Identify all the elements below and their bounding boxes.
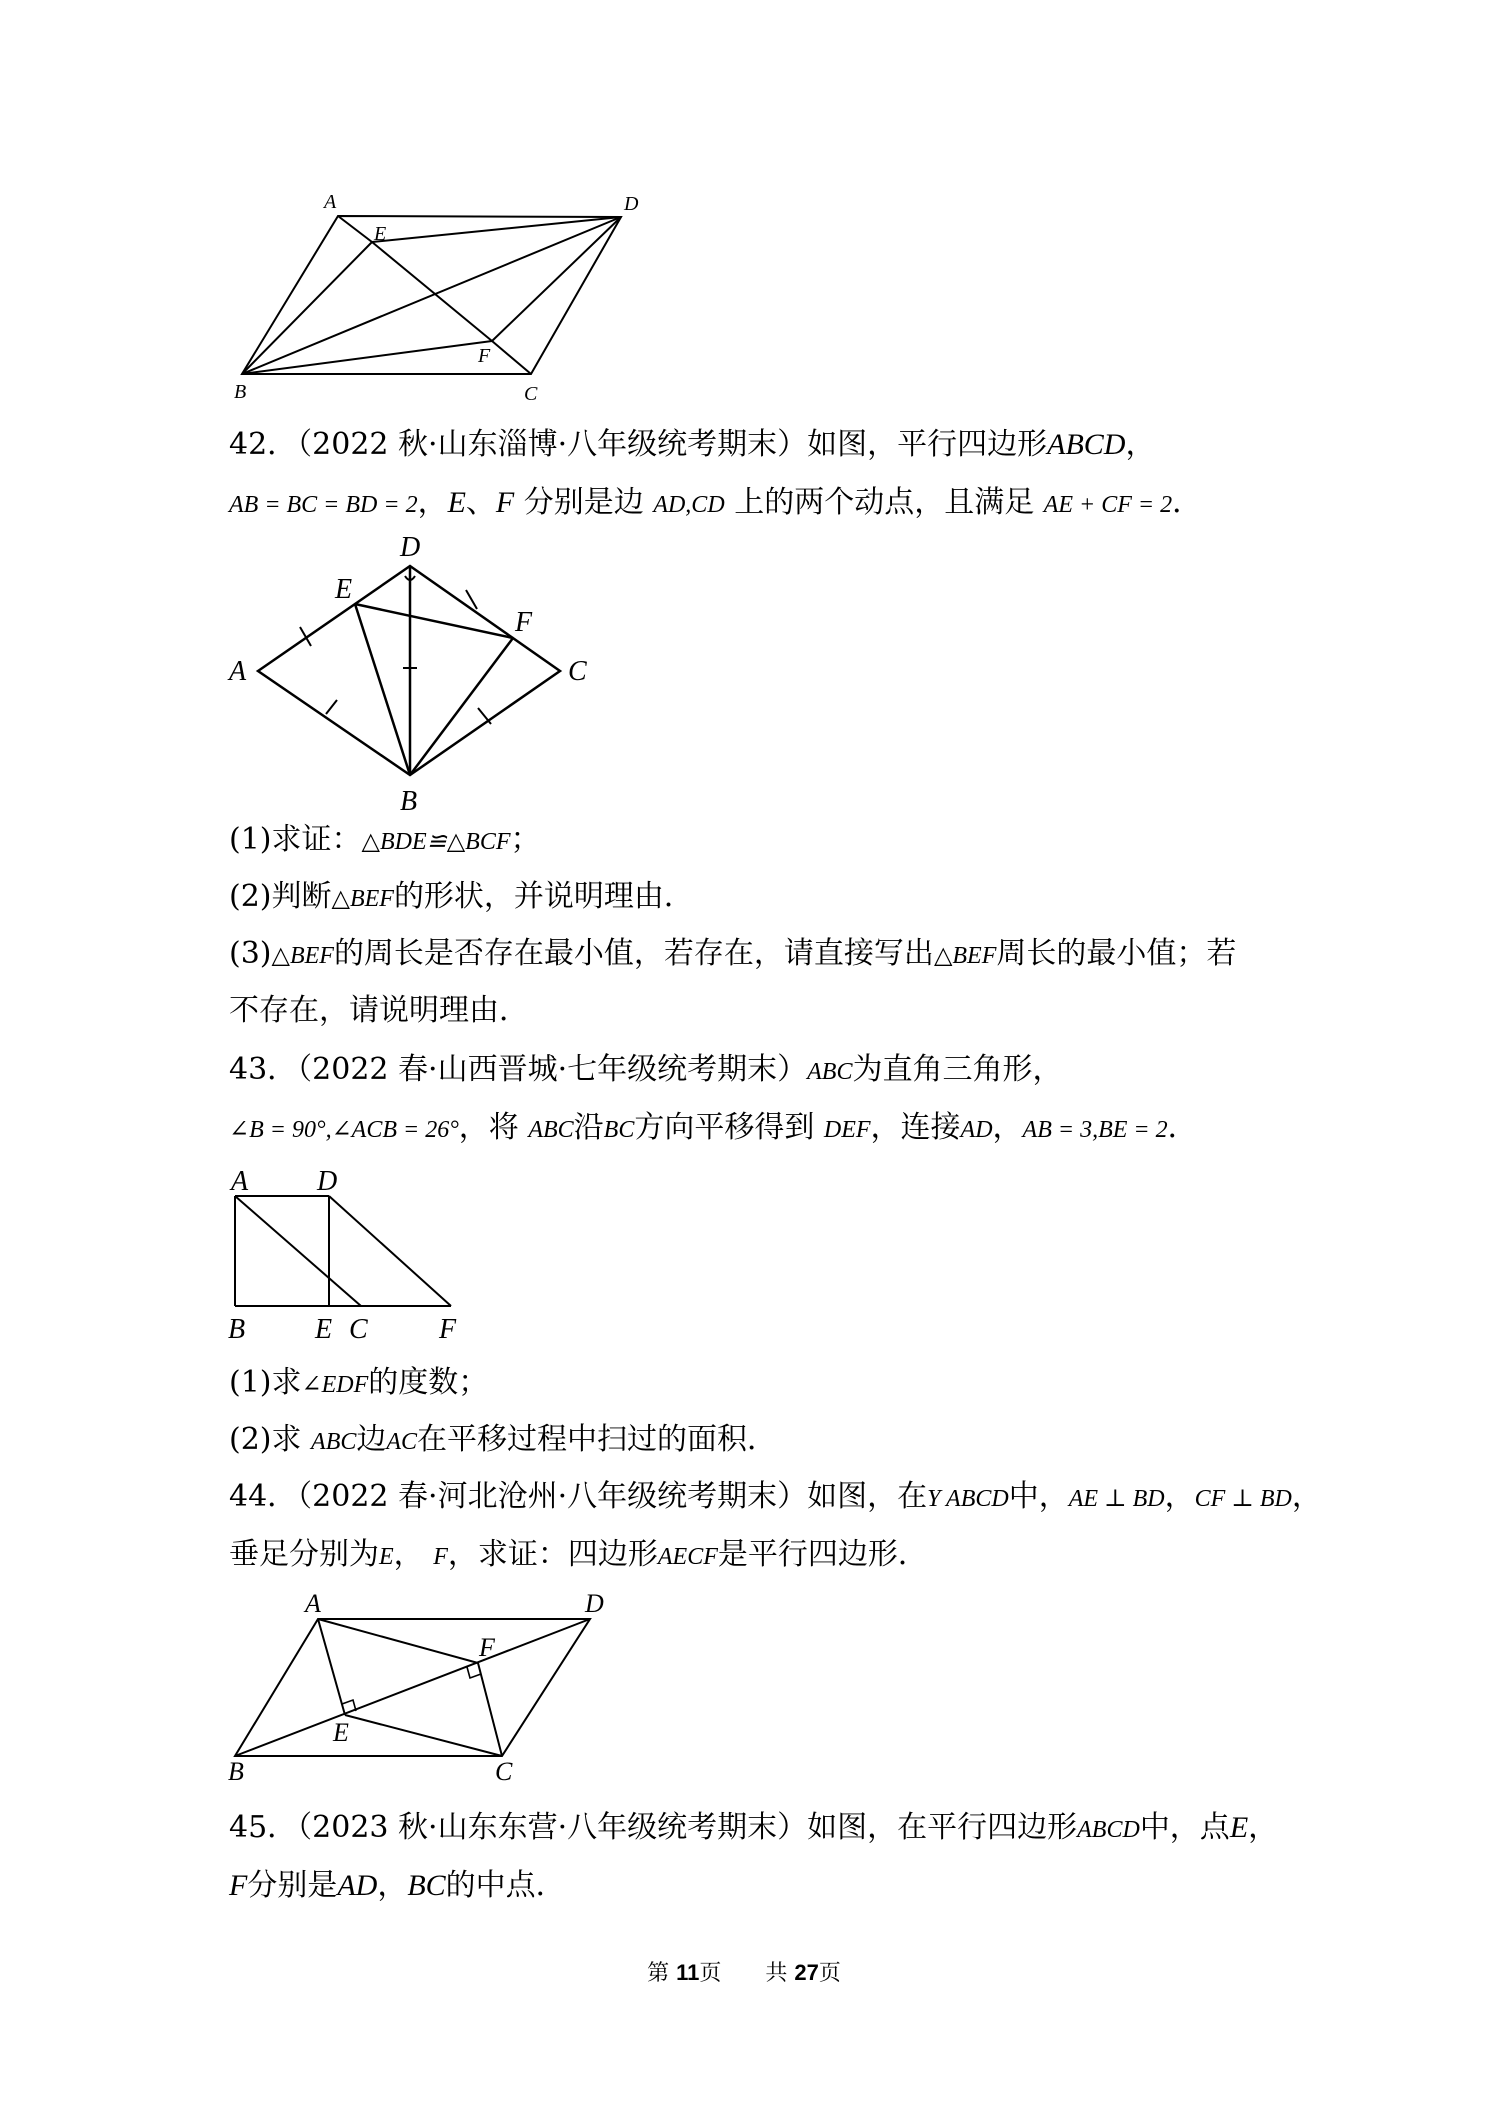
fig43-label-a: A xyxy=(231,1166,249,1197)
fig43-label-e: E xyxy=(315,1314,333,1345)
q42-part3: (3)△BEF的周长是否存在最小值，若存在，请直接写出△BEF周长的最小值；若 xyxy=(229,936,1237,971)
segment-be xyxy=(355,604,410,775)
segment-bd xyxy=(242,217,621,374)
segment-be xyxy=(242,242,372,374)
fig41-label-d: D xyxy=(624,193,639,215)
q42-part3-cont: 不存在，请说明理由． xyxy=(229,993,529,1028)
q43-conditions: ∠B = 90°,∠ACB = 26°，将 ABC沿BC方向平移得到 DEF，连接AD，AB = 3,BE = 2． xyxy=(229,1110,1198,1145)
q45-header: 45．（2023 秋·山东东营·八年级统考期末）如图，在平行四边形ABCD中，点E， xyxy=(229,1810,1279,1845)
segment-bf xyxy=(410,638,513,775)
fig44-label-a: A xyxy=(305,1592,321,1618)
segment-fd xyxy=(492,217,621,341)
q43-part2: (2)求 ABC边AC在平移过程中扫过的面积． xyxy=(229,1422,778,1457)
figure-q41 xyxy=(220,190,660,410)
fig42-label-b: B xyxy=(400,786,418,817)
tick-bc xyxy=(478,708,491,724)
tick-ab xyxy=(326,700,337,714)
segment-bd xyxy=(235,1619,590,1756)
q45-statement: F分别是AD，BC的中点． xyxy=(229,1868,566,1903)
fig42-label-d: D xyxy=(400,532,421,563)
q44-header: 44．（2022 春·河北沧州·八年级统考期末）如图，在Y ABCD中，AE ⊥ BD，CF ⊥ BD， xyxy=(229,1479,1322,1514)
fig41-label-b: B xyxy=(234,381,247,403)
fig41-label-a: A xyxy=(324,191,337,213)
segment-ac xyxy=(235,1196,361,1306)
fig41-label-f: F xyxy=(478,345,491,367)
q42-part1: (1)求证：△BDE≌△BCF； xyxy=(229,822,541,857)
fig43-label-c: C xyxy=(349,1314,368,1345)
segment-df xyxy=(329,1196,451,1306)
q43-header: 43．（2022 春·山西晋城·七年级统考期末）ABC为直角三角形， xyxy=(229,1052,1063,1087)
fig44-label-f: F xyxy=(479,1633,495,1662)
fig43-label-f: F xyxy=(439,1314,457,1345)
segment-ae xyxy=(338,216,372,242)
figure-q44 xyxy=(225,1592,625,1792)
fig44-label-b: B xyxy=(228,1757,244,1786)
segment-ed xyxy=(372,217,621,242)
segment-af xyxy=(318,1619,478,1663)
q42-header: 42．（2022 秋·山东淄博·八年级统考期末）如图，平行四边形ABCD， xyxy=(229,427,1156,462)
fig44-label-d: D xyxy=(585,1592,604,1618)
segment-ec xyxy=(345,1715,502,1756)
fig41-label-c: C xyxy=(524,383,538,405)
fig43-label-d: D xyxy=(317,1166,338,1197)
page-footer: 第 11页 共 27页 xyxy=(647,1960,841,1986)
segment-ae xyxy=(318,1619,345,1715)
fig43-label-b: B xyxy=(228,1314,246,1345)
q42-conditions: AB = BC = BD = 2，E、F 分别是边 AD,CD 上的两个动点，且满足 AE + CF = 2． xyxy=(229,485,1203,520)
fig42-label-c: C xyxy=(568,656,587,687)
fig42-label-a: A xyxy=(229,656,247,687)
q44-statement: 垂足分别为E， F，求证：四边形AECF是平行四边形． xyxy=(229,1537,928,1572)
figure-q42 xyxy=(225,528,605,818)
segment-fc xyxy=(492,341,531,374)
fig41-label-e: E xyxy=(374,223,387,245)
total-page-count: 27 xyxy=(794,1960,819,1985)
fig44-label-e: E xyxy=(333,1718,349,1747)
q42-part2: (2)判断△BEF的形状，并说明理由． xyxy=(229,879,694,914)
segment-ef xyxy=(372,242,492,341)
current-page-number: 11 xyxy=(676,1960,700,1985)
fig42-label-e: E xyxy=(335,574,353,605)
fig44-label-c: C xyxy=(495,1757,513,1786)
q43-part1: (1)求∠EDF的度数； xyxy=(229,1365,489,1400)
fig42-label-f: F xyxy=(515,607,533,638)
segment-fc xyxy=(478,1663,502,1756)
figure-q43 xyxy=(225,1160,485,1350)
